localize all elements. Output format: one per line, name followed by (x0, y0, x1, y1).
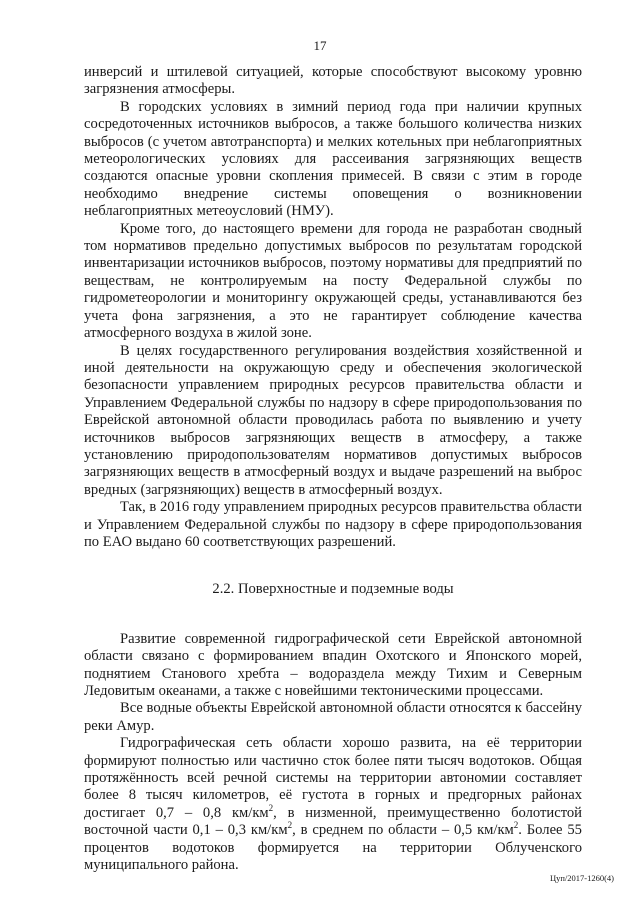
river-text-part-2: , в низменной, преимущественно болотистой восточной части 0,1 – 0,3 км/км (84, 804, 582, 839)
river-text-part-4: . Более 55 процентов водотоков формируется на территории Облученского муниципального района. (84, 822, 582, 874)
paragraph-state-regulation: В целях государственного регулирования воздействия хозяйственной и иной деятельности на окружающую среду и обеспечения экологической безопасности управлением природных ресурсов правительства области и Управлением Федеральной службы по надзору в сфере природопользования по Еврейской автономной области проводилась работа по выявлению и учету источников выбросов загрязняющих веществ в атмосферу, а также установлению природопользователям нормативов допустимых выбросов загрязняющих веществ в атмосферный воздух и выдаче разрешений на выброс вредных (загрязняющих) веществ в атмосферный воздух. (84, 342, 582, 498)
paragraph-permits-2016: Так, в 2016 году управлением природных ресурсов правительства области и Управлением Федеральной службы по надзору в сфере природопользования по ЕАО выдано 60 соответствующих разрешений. (84, 499, 582, 550)
paragraph-hydrographic-network: Развитие современной гидрографической сети Еврейской автономной области связано с формированием впадин Охотского и Японского морей, поднятием Станового хребта – водораздела между Тихим и Северным Ледовитым океанами, а также с новейшими тектоническими процессами. (84, 630, 582, 699)
superscript-1: 2 (268, 802, 274, 813)
paragraph-continuation: инверсий и штилевой ситуацией, которые способствуют высокому уровню загрязнения атмосферы. (84, 64, 582, 98)
river-text-part-1: Гидрографическая сеть области хорошо развита, на её территории формируют полностью или частично сток более пяти тысяч водотоков. Общая протяжённость всей речной системы на территории автономии составляет более 8 тысяч километров, её густота в горных и предгорных районах достигает 0,7 – 0,8 км/км (84, 735, 582, 821)
paragraph-winter-emissions: В городских условиях в зимний период года при наличии крупных сосредоточенных источников выбросов, а также большого количества низких выбросов (с учетом автотранспорта) и мелких котельных при неблагоприятных метеорологических условиях для рассеивания загрязняющих веществ создаются опасные уровни скопления примесей. В связи с этим в городе необходимо внедрение системы оповещения о возникновении неблагоприятных метеоусловий (НМУ). (84, 98, 582, 220)
river-text-part-3: , в среднем по области – 0,5 км/км (292, 822, 514, 839)
page-number: 17 (313, 38, 327, 53)
superscript-2: 2 (287, 820, 293, 831)
paragraph-amur-basin: Все водные объекты Еврейской автономной области относятся к бассейну реки Амур. (84, 700, 582, 734)
document-body (84, 64, 582, 874)
paragraph-emission-standards: Кроме того, до настоящего времени для города не разработан сводный том нормативов предельно допустимых выбросов по результатам городской инвентаризации источников выбросов, поэтому нормативы для предприятий по веществам, не контролируемым на посту Федеральной службы по гидрометеорологии и мониторингу окружающей среды, устанавливаются без учета фона загрязнения, а это не гарантирует соблюдение качества атмосферного воздуха в жилой зоне. (84, 220, 582, 342)
footer-document-code: Цуп/2017-1260(4) (549, 873, 614, 883)
paragraph-river-system (84, 735, 582, 874)
superscript-3: 2 (513, 820, 519, 831)
section-heading: 2.2. Поверхностные и подземные воды (212, 581, 454, 598)
